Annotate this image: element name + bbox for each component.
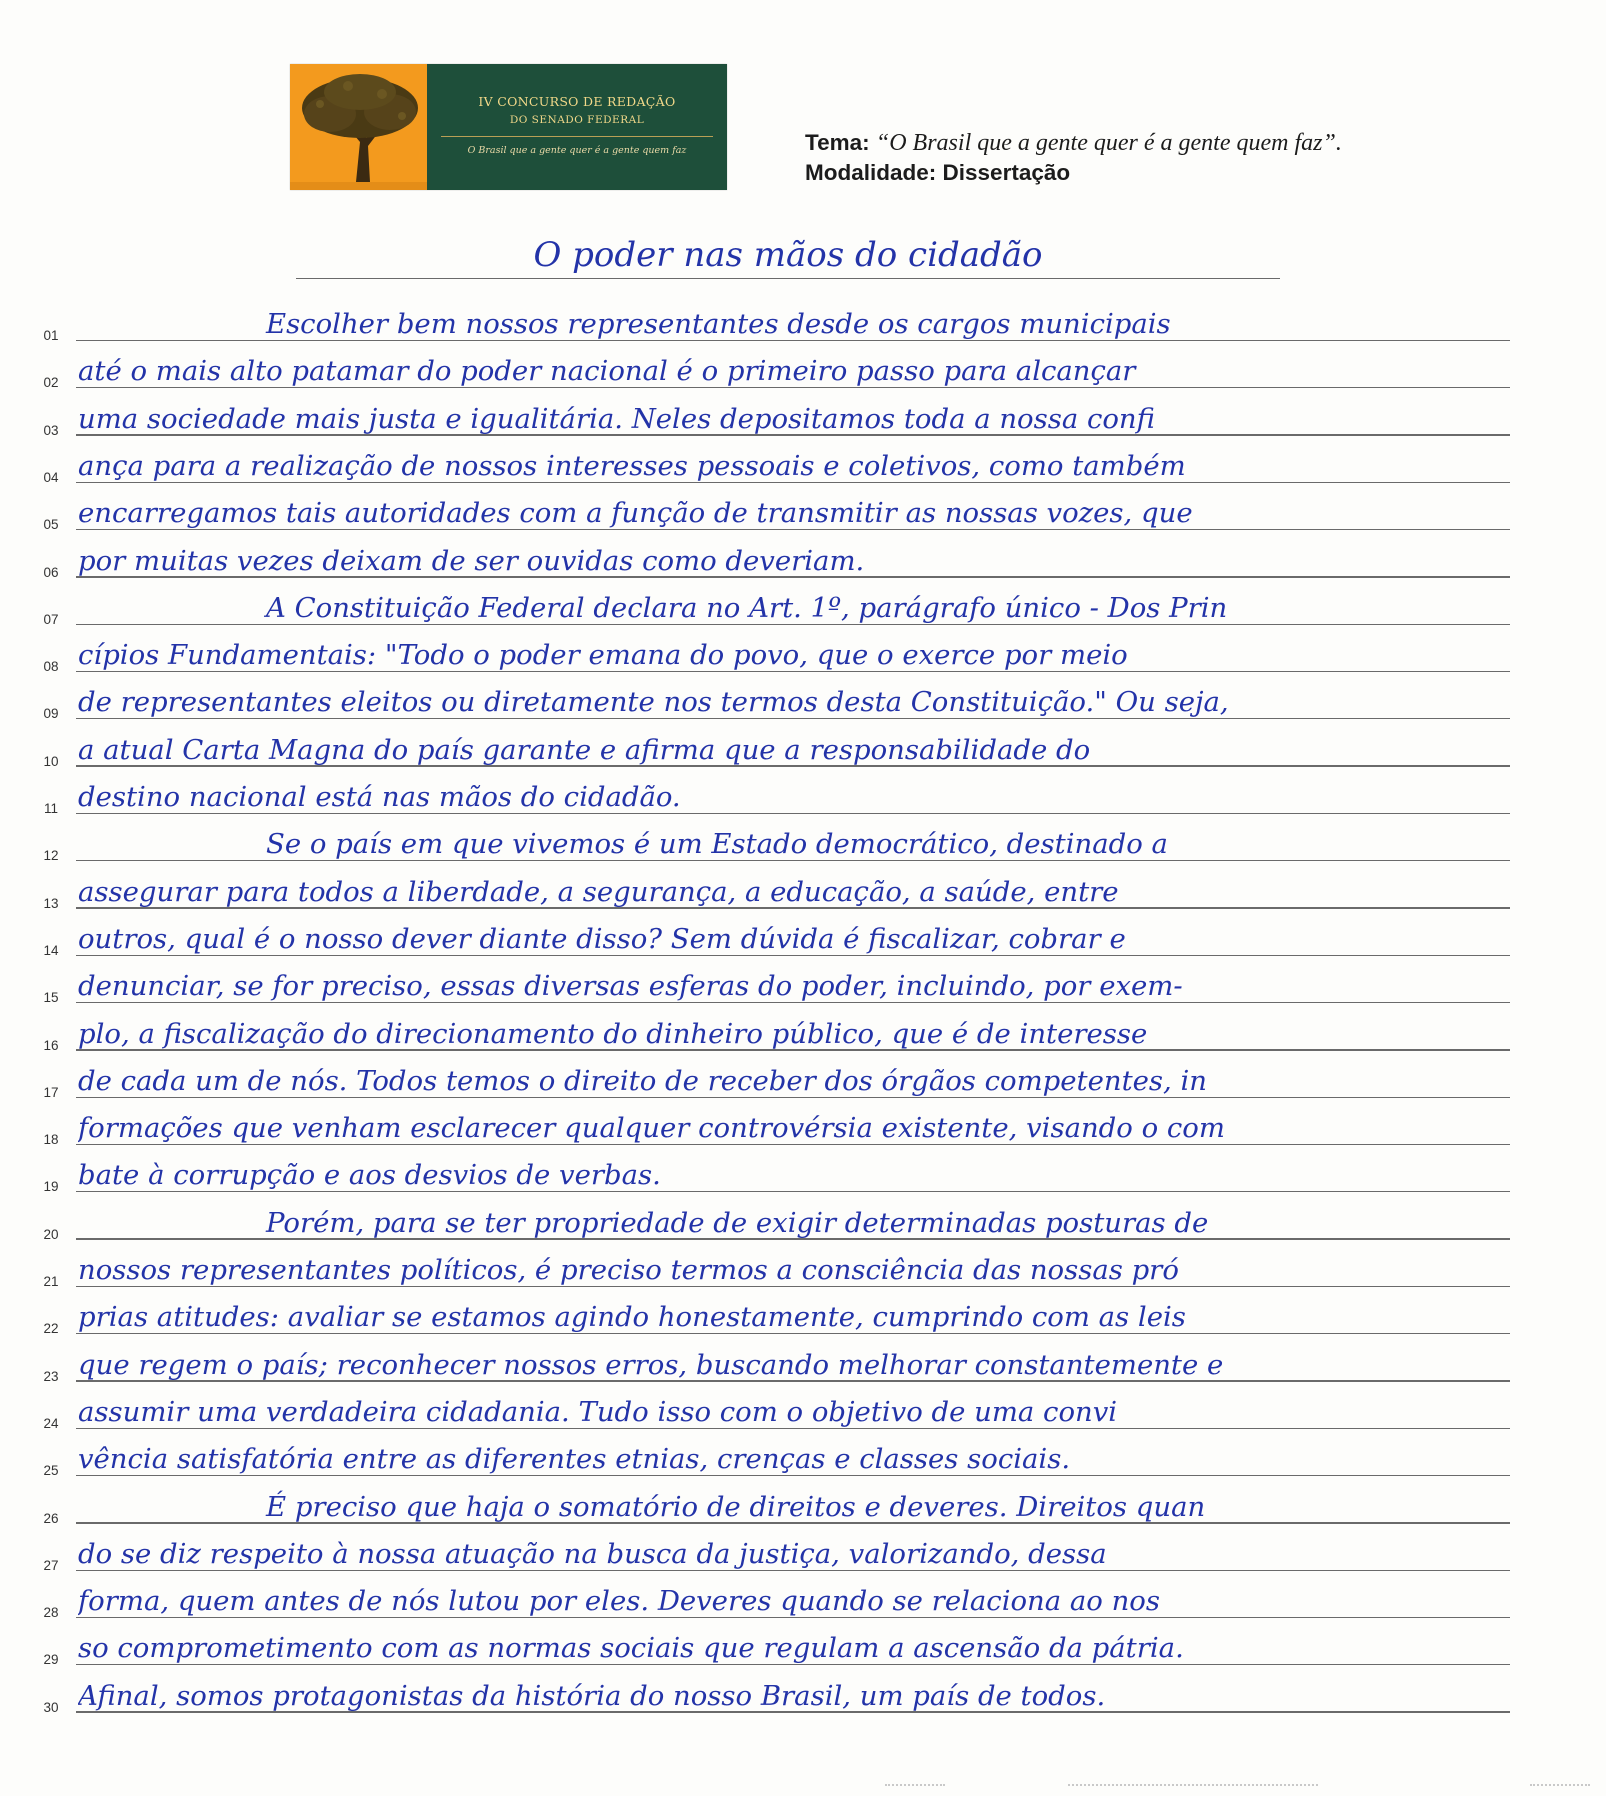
line-number: 26 [43,1510,59,1526]
banner-slogan: O Brasil que a gente quer é a gente quem faz [467,145,687,156]
line-number: 17 [43,1084,59,1100]
line-number: 28 [43,1605,59,1621]
essay-line [0,678,1606,725]
handwritten-text: vência satisfatória entre as diferentes etnias, crenças e classes sociais. [78,1443,1071,1476]
essay-line [0,1624,1606,1671]
handwritten-text: ança para a realização de nossos interesses pessoais e coletivos, como também [78,449,1186,482]
handwritten-text: assegurar para todos a liberdade, a segurança, a educação, a saúde, entre [78,875,1119,908]
essay-line [0,1151,1606,1198]
theme-value: “O Brasil que a gente quer é a gente quem faz”. [875,130,1342,156]
handwritten-text: É preciso que haja o somatório de direitos e deveres. Direitos quan [266,1490,1206,1523]
modality-value: Dissertação [942,160,1071,185]
handwritten-text: cípios Fundamentais: "Todo o poder emana do povo, que o exerce por meio [78,639,1128,672]
banner-contest-title: IV CONCURSO DE REDAÇÃO [478,94,676,109]
banner-logo [290,64,427,190]
line-number: 11 [43,801,58,816]
handwritten-text: encarregamos tais autoridades com a função de transmitir as nossas vozes, que [78,497,1193,530]
banner-text-panel [427,64,727,190]
handwritten-text: A Constituição Federal declara no Art. 1º, parágrafo único - Dos Prin [266,591,1228,624]
tree-icon [290,64,427,190]
essay-line [0,1483,1606,1530]
handwritten-text: plo, a fiscalização do direcionamento do dinheiro público, que é de interesse [78,1017,1148,1050]
handwritten-text: forma, quem antes de nós lutou por eles. Deveres quando se relaciona ao nos [78,1585,1160,1618]
handwritten-text: prias atitudes: avaliar se estamos agindo honestamente, cumprindo com as leis [78,1301,1186,1334]
handwritten-text: do se diz respeito à nossa atuação na busca da justiça, valorizando, dessa [78,1537,1107,1570]
theme-label: Tema: [805,130,870,155]
handwritten-text: uma sociedade mais justa e igualitária. Neles depositamos toda a nossa confi [78,402,1155,435]
line-number: 15 [43,990,59,1006]
line-number: 12 [43,848,59,864]
handwritten-text: formações que venham esclarecer qualquer controvérsia existente, visando o com [78,1112,1225,1145]
essay-line [0,773,1606,820]
line-number: 09 [43,706,59,722]
handwritten-text: que regem o país; reconhecer nossos erros, buscando melhorar constantemente e [78,1348,1224,1381]
essay-line [0,1435,1606,1482]
essay-title: O poder nas mãos do cidadão [296,232,1280,279]
essay-line [0,820,1606,867]
line-number: 03 [43,422,59,438]
essay-line [0,584,1606,631]
theme-line [805,128,1585,158]
theme-block [805,128,1585,187]
essay-line [0,395,1606,442]
handwritten-text: bate à corrupção e aos desvios de verbas. [78,1159,661,1192]
essay-line [0,442,1606,489]
line-number: 13 [43,895,59,911]
essay-line [0,1199,1606,1246]
essay-line [0,962,1606,1009]
line-number: 23 [43,1368,59,1384]
line-number: 20 [43,1226,59,1242]
essay-line [0,915,1606,962]
essay-line [0,537,1606,584]
handwritten-text: nossos representantes políticos, é preciso termos a consciência das nossas pró [78,1254,1179,1286]
line-number: 30 [43,1699,59,1715]
handwritten-text: Porém, para se ter propriedade de exigir determinadas posturas de [266,1206,1209,1239]
handwritten-text: destino nacional está nas mãos do cidadão. [78,781,681,813]
essay-line [0,631,1606,678]
line-number: 04 [43,469,59,485]
handwritten-text: outros, qual é o nosso dever diante disso? Sem dúvida é fiscalizar, cobrar e [78,922,1126,955]
essay-line [0,1672,1606,1719]
essay-line [0,1057,1606,1104]
line-number: 08 [43,659,59,675]
essay-line [0,1293,1606,1340]
essay-line [0,300,1606,347]
handwritten-text: até o mais alto patamar do poder nacional é o primeiro passo para alcançar [78,355,1136,388]
essay-line [0,1388,1606,1435]
essay-line [0,1341,1606,1388]
line-number: 01 [43,328,59,343]
line-number: 14 [43,942,59,958]
essay-line [0,1104,1606,1151]
footer-dash [885,1784,945,1789]
handwritten-text: de representantes eleitos ou diretamente nos termos desta Constituição." Ou seja, [78,686,1229,719]
handwritten-text: a atual Carta Magna do país garante e afirma que a responsabilidade do [78,733,1091,766]
handwritten-text: por muitas vezes deixam de ser ouvidas como deveriam. [78,544,865,577]
handwritten-text: assumir uma verdadeira cidadania. Tudo isso com o objetivo de uma convi [78,1395,1118,1428]
line-number: 22 [43,1321,59,1337]
line-number: 27 [43,1557,59,1573]
line-number: 10 [43,753,59,769]
handwritten-text: so comprometimento com as normas sociais que regulam a ascensão da pátria. [78,1632,1184,1665]
handwritten-text: Se o país em que vivemos é um Estado democrático, destinado a [266,828,1168,861]
modality-label: Modalidade: [805,160,937,185]
contest-banner [290,64,727,190]
banner-divider [441,136,713,137]
essay-line [0,489,1606,536]
line-number: 18 [43,1132,59,1148]
essay-line [0,1530,1606,1577]
line-number: 21 [43,1274,59,1289]
line-number: 29 [43,1652,59,1668]
line-number: 16 [43,1037,59,1053]
banner-organizer: DO SENADO FEDERAL [509,114,645,126]
essay-line [0,1577,1606,1624]
line-number: 02 [43,375,59,391]
footer-dash [1068,1784,1318,1789]
line-number: 05 [43,517,59,533]
essay-line [0,726,1606,773]
footer-dash [1530,1784,1590,1789]
essay-line [0,868,1606,915]
handwritten-text: de cada um de nós. Todos temos o direito de receber dos órgãos competentes, in [78,1064,1208,1097]
line-number: 07 [43,611,59,627]
handwritten-text: denunciar, se for preciso, essas diversas esferas do poder, incluindo, por exem- [78,970,1183,1003]
page-footer-marks [0,1778,1606,1796]
line-number: 06 [43,564,59,580]
line-number: 24 [43,1415,59,1431]
line-number: 19 [43,1179,59,1195]
line-number: 25 [43,1463,59,1479]
essay-line [0,1010,1606,1057]
handwritten-text: Afinal, somos protagonistas da história do nosso Brasil, um país de todos. [78,1679,1106,1712]
handwritten-text: Escolher bem nossos representantes desde os cargos municipais [266,308,1171,340]
essay-line [0,1246,1606,1293]
modality-line [805,158,1585,187]
essay-line [0,347,1606,394]
